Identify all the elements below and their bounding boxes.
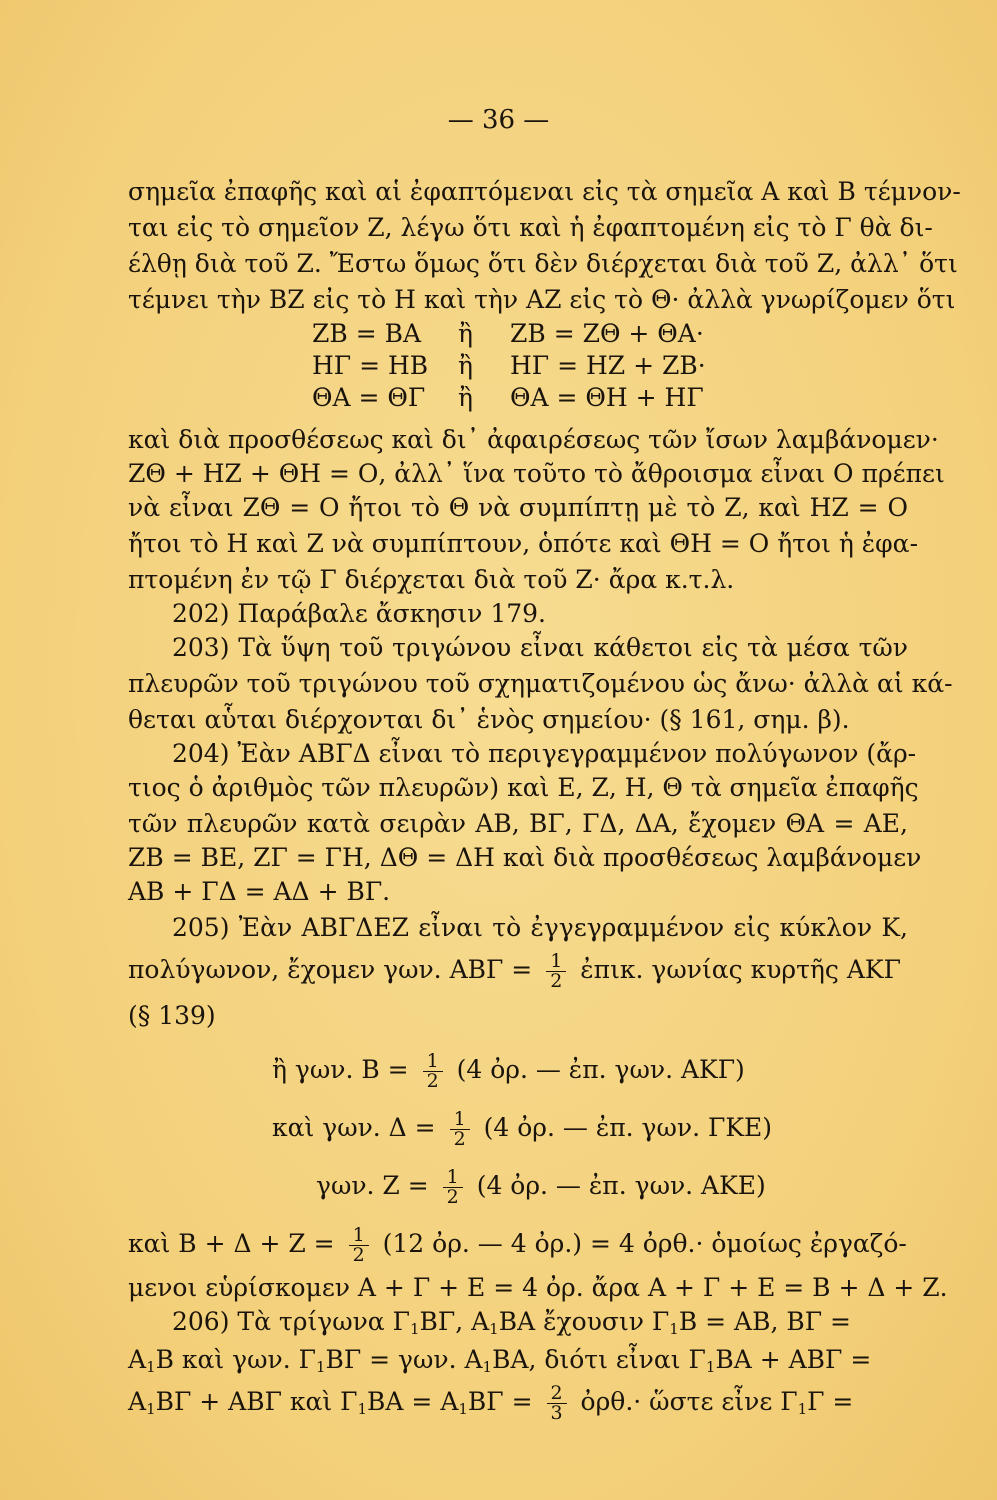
text-run: ΒΓ =: [467, 1387, 533, 1416]
text-run: ΒΓ + ΑΒΓ καὶ Γ: [155, 1387, 358, 1416]
fraction: [443, 1168, 463, 1207]
equation-right: ΘΑ = ΘΗ + ΗΓ: [510, 383, 704, 412]
text-line: τέμνει τὴν ΒΖ εἰς τὸ Η καὶ τὴν ΑΖ εἰς τὸ Θ· ἀλλὰ γνωρίζομεν ὅτι: [128, 285, 956, 314]
text-run: ΒΓ, Α: [419, 1307, 490, 1336]
fraction-after: (4 ὀρ. — ἐπ. γων. ΑΚΕ): [476, 1171, 766, 1200]
equation-conj: ἢ: [458, 351, 473, 380]
numerator: 1: [349, 1226, 369, 1246]
subscript: 1: [409, 1320, 420, 1338]
denominator: 2: [446, 1186, 459, 1208]
subscript: 1: [146, 1358, 156, 1376]
page-number: — 36 —: [447, 105, 550, 135]
equation-left: ΘΑ = ΘΓ: [312, 383, 426, 412]
text-line: 202) Παράβαλε ἄσκησιν 179.: [172, 599, 546, 628]
fraction-before: ἢ γων. Β =: [272, 1055, 409, 1084]
fraction-before: γων. Ζ =: [316, 1171, 429, 1200]
text-line: ἤτοι τὸ Η καὶ Ζ νὰ συμπίπτουν, ὁπότε καὶ ΘΗ = Ο ἤτοι ἡ ἐφα-: [128, 529, 919, 558]
text-line: ΑΒ + ΓΔ = ΑΔ + ΒΓ.: [128, 877, 391, 906]
text-run: Α: [128, 1387, 147, 1416]
text-line: καὶ διὰ προσθέσεως καὶ δι᾽ ἀφαιρέσεως τῶν ἴσων λαμβάνομεν·: [128, 425, 939, 454]
text-line: [172, 1306, 851, 1345]
subscript: 1: [705, 1358, 716, 1376]
equation-right: ΗΓ = ΗΖ + ΖΒ·: [510, 351, 706, 380]
denominator: 2: [550, 970, 563, 992]
fraction-before: καὶ Β + Δ + Ζ =: [128, 1229, 335, 1258]
subscript: 1: [669, 1320, 679, 1338]
fraction-after: (4 ὀρ. — ἐπ. γων. ΓΚΕ): [483, 1113, 773, 1142]
subscript: 1: [458, 1400, 468, 1418]
fraction-before: πολύγωνον, ἔχομεν γων. ΑΒΓ =: [128, 955, 533, 984]
text-line: θεται αὗται διέρχονται δι᾽ ἑνὸς σημείου· (§ 161, σημ. β).: [128, 705, 850, 734]
text-run: Β = ΑΒ, ΒΓ =: [678, 1307, 851, 1336]
section-ref: (§ 139): [128, 1001, 216, 1030]
equation-left: ΗΓ = ΗΒ: [312, 351, 429, 380]
fraction-after: (12 ὀρ. — 4 ὀρ.) = 4 ὀρθ.· ὁμοίως ἐργαζό-: [382, 1229, 907, 1258]
text-run: ὀρθ.· ὥστε εἶνε Γ: [580, 1387, 798, 1416]
text-run: Γ =: [807, 1387, 854, 1416]
text-line: 203) Τὰ ὕψη τοῦ τριγώνου εἶναι κάθετοι εἰς τὰ μέσα τῶν: [172, 633, 908, 662]
text-run: ΒΑ + ΑΒΓ =: [715, 1345, 872, 1374]
text-line: ΖΒ = ΒΕ, ΖΓ = ΓΗ, ΔΘ = ΔΗ καὶ διὰ προσθέσεως λαμβάνομεν: [128, 843, 922, 872]
text-line: ΖΘ + ΗΖ + ΘΗ = Ο, ἀλλ᾽ ἵνα τοῦτο τὸ ἄθροισμα εἶναι Ο πρέπει: [128, 459, 945, 488]
text-run: Α: [128, 1345, 147, 1374]
denominator: 2: [453, 1128, 466, 1150]
subscript: 1: [315, 1358, 326, 1376]
subscript: 1: [482, 1358, 493, 1376]
text-run: ΒΑ, διότι εἶναι Γ: [492, 1345, 706, 1374]
text-line: πλευρῶν τοῦ τριγώνου τοῦ σχηματιζομένου ὡς ἄνω· ἀλλὰ αἱ κά-: [128, 669, 953, 698]
text-line: σημεῖα ἐπαφῆς καὶ αἱ ἐφαπτόμεναι εἰς τὰ σημεῖα Α καὶ Β τέμνον-: [128, 177, 961, 206]
fraction-before: καὶ γων. Δ =: [272, 1113, 436, 1142]
text-line: 205) Ἐὰν ΑΒΓΔΕΖ εἶναι τὸ ἐγγεγραμμένον εἰς κύκλον Κ,: [172, 913, 908, 942]
subscript: 1: [357, 1400, 368, 1418]
fraction: [423, 1052, 443, 1091]
text-run: 206) Τὰ τρίγωνα Γ: [172, 1307, 410, 1336]
subscript: 1: [797, 1400, 808, 1418]
text-line: τιος ὁ ἀριθμὸς τῶν πλευρῶν) καὶ Ε, Ζ, Η, Θ τὰ σημεῖα ἐπαφῆς: [128, 773, 919, 802]
numerator: 1: [443, 1168, 463, 1188]
text-line: τῶν πλευρῶν κατὰ σειρὰν ΑΒ, ΒΓ, ΓΔ, ΔΑ, ἔχομεν ΘΑ = ΑΕ,: [128, 809, 908, 838]
text-line: ται εἰς τὸ σημεῖον Ζ, λέγω ὅτι καὶ ἡ ἐφαπτομένη εἰς τὸ Γ θὰ δι-: [128, 213, 933, 242]
equation-right: ΖΒ = ΖΘ + ΘΑ·: [510, 319, 704, 348]
fraction-line: [272, 1052, 745, 1091]
text-line: μενοι εὑρίσκομεν Α + Γ + Ε = 4 ὀρ. ἄρα Α + Γ + Ε = Β + Δ + Ζ.: [128, 1273, 948, 1302]
fraction-after: (4 ὀρ. — ἐπ. γων. ΑΚΓ): [456, 1055, 745, 1084]
fraction: [546, 952, 566, 991]
text-line: νὰ εἶναι ΖΘ = Ο ἤτοι τὸ Θ νὰ συμπίπτῃ μὲ τὸ Ζ, καὶ ΗΖ = Ο: [128, 493, 908, 522]
fraction-line: [128, 952, 901, 991]
text-line: έλθῃ διὰ τοῦ Ζ. Ἔστω ὅμως ὅτι δὲν διέρχεται διὰ τοῦ Ζ, ἀλλ᾽ ὅτι: [128, 249, 958, 278]
subscript: 1: [489, 1320, 499, 1338]
text-run: ΒΑ ἔχουσιν Γ: [498, 1307, 670, 1336]
numerator: 1: [423, 1052, 443, 1072]
equation-conj: ἢ: [458, 383, 473, 412]
equation-left: ΖΒ = ΒΑ: [312, 319, 422, 348]
fraction: [450, 1110, 470, 1149]
fraction-line: [316, 1168, 766, 1207]
numerator: 2: [547, 1384, 567, 1404]
text-line: 204) Ἐὰν ΑΒΓΔ εἶναι τὸ περιγεγραμμένον πολύγωνον (ἄρ-: [172, 739, 917, 768]
text-line: [128, 1344, 871, 1383]
text-line: [128, 1384, 853, 1425]
denominator: 2: [352, 1244, 365, 1266]
subscript: 1: [146, 1400, 156, 1418]
text-run: Β καὶ γων. Γ: [155, 1345, 316, 1374]
text-line: πτομένη ἐν τῷ Γ διέρχεται διὰ τοῦ Ζ· ἄρα κ.τ.λ.: [128, 565, 735, 594]
text-run: ΒΓ = γων. Α: [325, 1345, 483, 1374]
denominator: 2: [426, 1070, 439, 1092]
fraction-line: [128, 1226, 907, 1265]
fraction: [349, 1226, 369, 1265]
denominator: 3: [550, 1402, 563, 1424]
fraction: [547, 1384, 567, 1423]
numerator: 1: [450, 1110, 470, 1130]
fraction-after: ἐπικ. γωνίας κυρτῆς ΑΚΓ: [580, 955, 901, 984]
text-run: ΒΑ = Α: [367, 1387, 459, 1416]
fraction-line: [272, 1110, 772, 1149]
equation-conj: ἢ: [458, 319, 473, 348]
numerator: 1: [546, 952, 566, 972]
